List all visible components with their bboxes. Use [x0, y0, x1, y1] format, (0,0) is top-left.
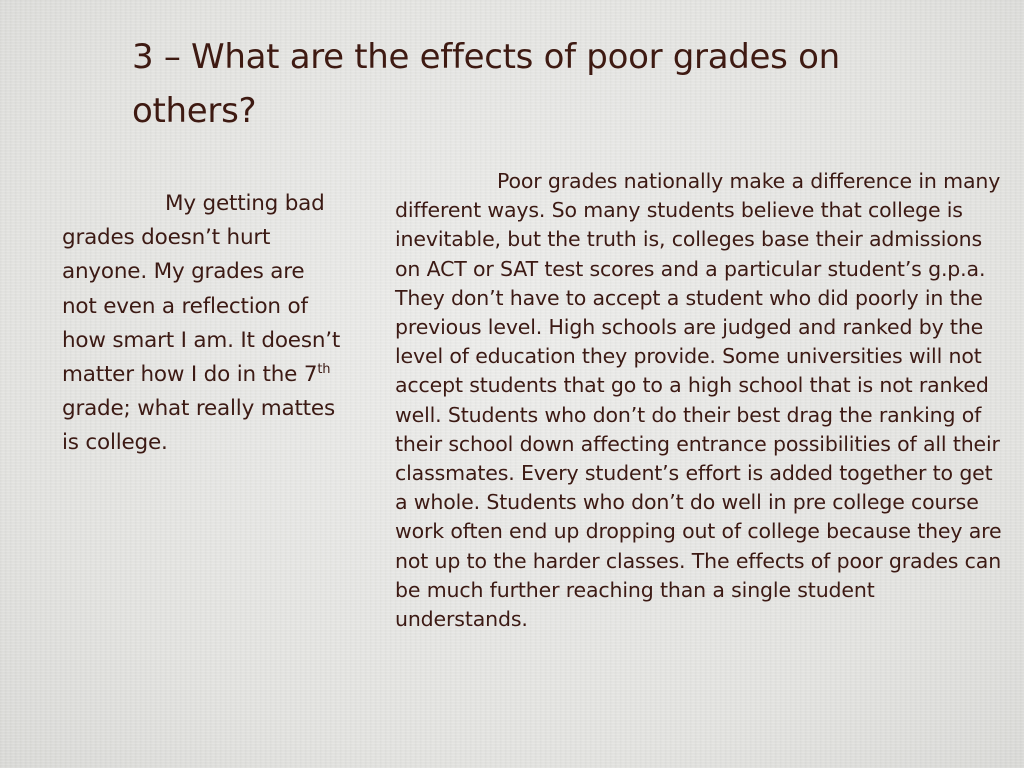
- left-paragraph: [62, 187, 344, 461]
- slide-title: 3 – What are the effects of poor grades on others?: [132, 37, 840, 131]
- right-paragraph: [395, 167, 1007, 634]
- ordinal-superscript: th: [317, 361, 331, 377]
- right-paragraph-text: Poor grades nationally make a difference in many different ways. So many students believe that college is inevitable, but the truth is, colleges base their admissions on ACT or SAT test scores and a particular student’s g.p.a. They don’t have to accept a student who did poorly in the previous level. High schools are judged and ranked by the level of education they provide. Some universities will not accept students that go to a high school that is not ranked well. Students who don’t do their best drag the ranking of their school down affecting entrance possibilities of all their classmates. Every student’s effort is added together to get a whole. Students who don’t do well in pre college course work often end up dropping out of college because they are not up to the harder classes. The effects of poor grades can be much further reaching than a single student understands.: [395, 169, 1002, 632]
- left-paragraph-text-end: grade; what really mattes is college.: [62, 396, 335, 456]
- right-text-box: [395, 167, 1007, 634]
- left-text-box: [62, 187, 344, 461]
- left-paragraph-text: My getting bad grades doesn’t hurt anyone. My grades are not even a reflection of how smart I am. It doesn’t matter how I do in the 7: [62, 191, 341, 388]
